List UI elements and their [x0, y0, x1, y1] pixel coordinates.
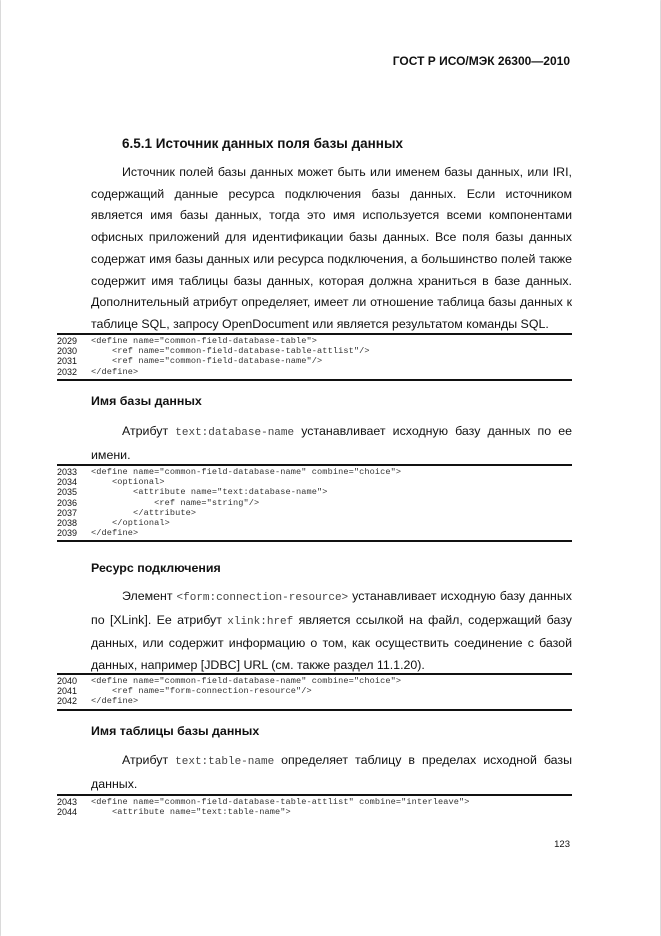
line-number: 2039: [57, 528, 78, 539]
code-line: [57, 676, 572, 686]
code-line: [57, 336, 572, 346]
line-number: 2036: [57, 497, 78, 508]
code-line: [57, 487, 572, 497]
code-line: [57, 528, 572, 538]
line-number: 2043: [57, 797, 78, 807]
code-text: <define name="common-field-database-name" combine="choice">: [91, 467, 402, 477]
code-text: </define>: [91, 366, 139, 377]
code-line: [57, 686, 572, 696]
code-line: [57, 498, 572, 508]
code-block-4: [57, 794, 572, 819]
code-block-3: [57, 673, 572, 711]
code-text: <ref name="common-field-database-table-attlist"/>: [91, 346, 370, 357]
inline-code: xlink:href: [227, 615, 294, 628]
code-text: <ref name="common-field-database-name"/>: [91, 356, 323, 367]
section-title: 6.5.1 Источник данных поля базы данных: [122, 136, 403, 151]
line-number: 2040: [57, 676, 78, 686]
document-page: [1, 0, 660, 936]
line-number: 2037: [57, 507, 78, 518]
line-number: 2032: [57, 366, 78, 377]
code-line: [57, 518, 572, 528]
code-line: [57, 807, 572, 817]
code-line: [57, 467, 572, 477]
code-text: <ref name="form-connection-resource"/>: [91, 686, 312, 697]
heading-database-name: Имя базы данных: [91, 394, 202, 408]
intro-text: Источник полей базы данных может быть или именем базы данных, или IRI, содержащий данные ресурса подключения базы данных. Если источником является имя базы данных, тогда это имя используется всеми компонентами офисных приложений для идентификации базы данных. Все поля базы данных содержат имя базы данных или ресурса подключения, а большинство полей также содержит имя таблицы базы данных, которая должна храниться в базе данных. Дополнительный атрибут определяет, имеет ли отношение таблица базы данных к таблице SQL, запросу OpenDocument или является результатом команды SQL.: [91, 165, 572, 331]
para-text: Атрибут: [122, 424, 176, 438]
code-text: </attribute>: [91, 507, 197, 518]
line-number: 2034: [57, 477, 78, 488]
code-text: <define name="common-field-database-table">: [91, 336, 318, 346]
code-text: </define>: [91, 528, 139, 539]
line-number: 2038: [57, 517, 78, 528]
inline-code: text:table-name: [175, 756, 275, 768]
code-text: <optional>: [91, 477, 165, 488]
para-text: устанавливает исходную базу данных по ее имени.: [91, 424, 572, 462]
code-line: [57, 346, 572, 356]
code-line: [57, 356, 572, 366]
code-text: </define>: [91, 696, 139, 707]
line-number: 2033: [57, 467, 78, 477]
code-text: <define name="common-field-database-name" combine="choice">: [91, 676, 402, 686]
table-name-paragraph: [91, 750, 572, 795]
code-text: <define name="common-field-database-table-attlist" combine="interleave">: [91, 797, 470, 807]
heading-table-name: Имя таблицы базы данных: [91, 724, 260, 738]
document-header: ГОСТ Р ИСО/МЭК 26300—2010: [392, 54, 570, 68]
line-number: 2041: [57, 686, 78, 697]
para-text: определяет таблицу в пределах исходной базы данных.: [91, 753, 572, 791]
para-text: устанавливает исходную базу данных по [XLink]. Ее атрибут: [91, 589, 572, 627]
code-line: [57, 367, 572, 377]
para-text: является ссылкой на файл, содержащий базу данных, или содержит информацию о том, как осуществить соединение с базой данных, например [JDBC] URL (см. также раздел 11.1.20).: [91, 612, 572, 673]
code-text: <ref name="string"/>: [91, 497, 260, 508]
code-block-2: [57, 464, 572, 542]
line-number: 2035: [57, 487, 78, 498]
database-name-paragraph: [91, 421, 572, 466]
code-line: [57, 696, 572, 706]
page-number: 123: [554, 839, 570, 850]
code-block-1: [57, 333, 572, 381]
code-line: [57, 477, 572, 487]
line-number: 2030: [57, 346, 78, 357]
code-text: <attribute name="text:database-name">: [91, 487, 328, 498]
intro-paragraph: [91, 162, 572, 336]
inline-code: text:database-name: [175, 427, 295, 439]
connection-resource-paragraph: [91, 586, 572, 677]
line-number: 2029: [57, 336, 78, 346]
inline-code: <form:connection-resource>: [176, 592, 349, 604]
code-line: [57, 797, 572, 807]
code-text: <attribute name="text:table-name">: [91, 807, 291, 818]
heading-connection-resource: Ресурс подключения: [91, 561, 221, 575]
code-line: [57, 508, 572, 518]
para-text: Атрибут: [122, 753, 176, 767]
code-text: </optional>: [91, 517, 170, 528]
line-number: 2031: [57, 356, 78, 367]
para-text: Элемент: [122, 589, 177, 603]
line-number: 2042: [57, 696, 78, 707]
line-number: 2044: [57, 807, 78, 818]
